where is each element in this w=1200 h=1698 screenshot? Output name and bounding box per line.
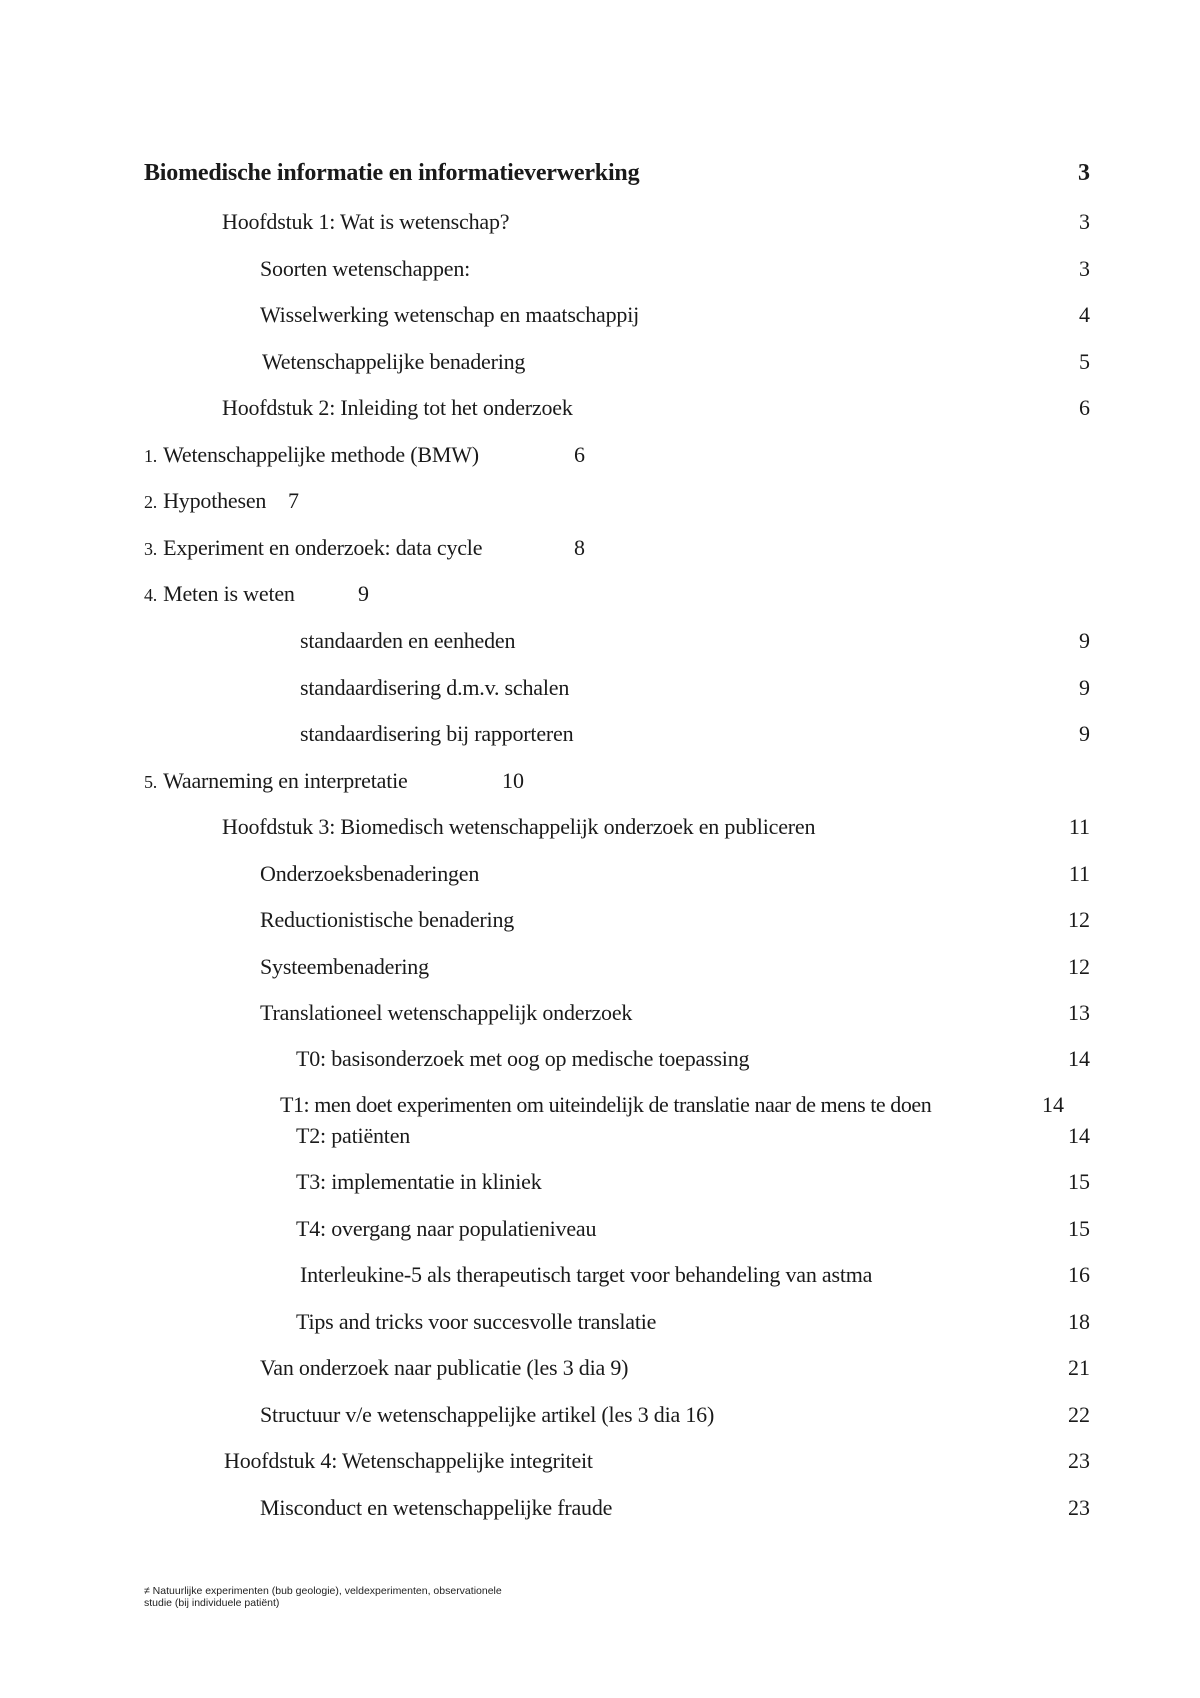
toc-entry-text: Meten is weten (163, 581, 295, 606)
toc-entry-page: 8 (574, 535, 585, 560)
toc-entry-number: 3. (144, 539, 158, 559)
toc-entry (0, 302, 1200, 342)
toc-entry-number: 5. (144, 772, 158, 792)
toc-entry-text: Wetenschappelijke benadering (262, 349, 526, 374)
toc-numbered-entry (0, 535, 1200, 575)
toc-entry-text: Experiment en onderzoek: data cycle (163, 535, 483, 560)
toc-entry (0, 721, 1200, 761)
toc-entry-page: 14 (1042, 1092, 1064, 1117)
toc-entry (0, 349, 1200, 389)
toc-numbered-entry (0, 581, 1200, 621)
toc-entry-text: standaardisering d.m.v. schalen (300, 675, 570, 700)
toc-entry-page: 9 (358, 581, 369, 606)
toc-entry-text: Wisselwerking wetenschap en maatschappij (260, 302, 640, 327)
toc-entry-text: Misconduct en wetenschappelijke fraude (260, 1495, 613, 1520)
toc-entry-text: T3: implementatie in kliniek (296, 1169, 542, 1194)
toc-entry-number: 2. (144, 492, 158, 512)
toc-entry (0, 209, 1200, 249)
toc-entry-page: 15 (1068, 1169, 1090, 1194)
toc-entry-page: 11 (1068, 814, 1090, 839)
toc-entry (0, 1355, 1200, 1395)
toc-entry-page: 15 (1068, 1216, 1090, 1241)
toc-title-row (0, 160, 1200, 200)
footnote-line: ≠ Natuurlijke experimenten (bub geologie), veldexperimenten, observationele (144, 1585, 502, 1597)
toc-entry-text: Onderzoeksbenaderingen (260, 861, 480, 886)
toc-entry (0, 814, 1200, 854)
toc-entry-page: 21 (1068, 1355, 1090, 1380)
toc-entry (0, 1216, 1200, 1256)
toc-entry (0, 1123, 1200, 1163)
toc-entry-number: 1. (144, 446, 158, 466)
toc-entry (0, 861, 1200, 901)
toc-entry-text: T1: men doet experimenten om uiteindelijk de translatie naar de mens te doen (280, 1092, 932, 1117)
toc-entry-text: Hoofdstuk 3: Biomedisch wetenschappelijk onderzoek en publiceren (222, 814, 816, 839)
toc-entry-page: 9 (1079, 628, 1090, 653)
toc-entry-page: 23 (1068, 1448, 1090, 1473)
toc-numbered-entry (0, 488, 1200, 528)
toc-entry-text: T0: basisonderzoek met oog op medische toepassing (296, 1046, 750, 1071)
toc-entry-text: Reductionistische benadering (260, 907, 515, 932)
toc-entry (0, 1046, 1200, 1086)
toc-entry (0, 628, 1200, 668)
toc-entry-page: 10 (502, 768, 524, 793)
toc-entry-page: 23 (1068, 1495, 1090, 1520)
toc-entry-text: Soorten wetenschappen: (260, 256, 471, 281)
toc-entry-text: Translationeel wetenschappelijk onderzoek (260, 1000, 633, 1025)
toc-entry (0, 1262, 1200, 1302)
toc-entry-page: 9 (1079, 721, 1090, 746)
toc-entry (0, 1495, 1200, 1535)
toc-entry-page: 18 (1068, 1309, 1090, 1334)
toc-entry-text: T2: patiënten (296, 1123, 411, 1148)
toc-entry (0, 1309, 1200, 1349)
toc-entry-page: 13 (1068, 1000, 1090, 1025)
toc-entry (0, 1000, 1200, 1040)
toc-entry-page: 3 (1079, 256, 1090, 281)
toc-entry-page: 3 (1079, 209, 1090, 234)
toc-entry (0, 907, 1200, 947)
footnote-line: studie (bij individuele patiënt) (144, 1597, 280, 1609)
toc-entry-page: 5 (1079, 349, 1090, 374)
toc-numbered-entry (0, 768, 1200, 808)
toc-entry-text: Structuur v/e wetenschappelijke artikel (les 3 dia 16) (260, 1402, 715, 1427)
toc-entry-text: standaardisering bij rapporteren (300, 721, 574, 746)
toc-title: Biomedische informatie en informatieverwerking (144, 160, 640, 186)
toc-entry-page: 14 (1068, 1046, 1090, 1071)
toc-entry-text: Tips and tricks voor succesvolle translatie (296, 1309, 657, 1334)
footnote (144, 1585, 564, 1609)
toc-entry-text: Wetenschappelijke methode (BMW) (163, 442, 479, 467)
toc-entry-page: 12 (1068, 907, 1090, 932)
toc-entry-text: standaarden en eenheden (300, 628, 516, 653)
toc-entry-page: 6 (1079, 395, 1090, 420)
toc-entry-page: 7 (288, 488, 299, 513)
toc-entry (0, 256, 1200, 296)
toc-entry (0, 954, 1200, 994)
toc-entry-text: Hoofdstuk 4: Wetenschappelijke integriteit (224, 1448, 593, 1473)
toc-entry-page: 11 (1068, 861, 1090, 886)
toc-numbered-entry (0, 442, 1200, 482)
toc-entry-text: Systeembenadering (260, 954, 429, 979)
toc-entry-page: 12 (1068, 954, 1090, 979)
toc-entry-number: 4. (144, 585, 158, 605)
toc-entry-page: 9 (1079, 675, 1090, 700)
toc-entry-text: Hypothesen (163, 488, 267, 513)
toc-entry-text: Van onderzoek naar publicatie (les 3 dia 9) (260, 1355, 629, 1380)
toc-entry-text: Interleukine-5 als therapeutisch target voor behandeling van astma (300, 1262, 873, 1287)
toc-entry-page: 22 (1068, 1402, 1090, 1427)
toc-entry (0, 1448, 1200, 1488)
toc-entry-page: 4 (1079, 302, 1090, 327)
toc-entry-text: Hoofdstuk 2: Inleiding tot het onderzoek (222, 395, 573, 420)
toc-entry (0, 395, 1200, 435)
toc-entry-text: Hoofdstuk 1: Wat is wetenschap? (222, 209, 510, 234)
toc-entry-page: 16 (1068, 1262, 1090, 1287)
toc-entry-page: 6 (574, 442, 585, 467)
toc-entry-page: 14 (1068, 1123, 1090, 1148)
toc-title-page: 3 (1078, 160, 1090, 186)
toc-entry (0, 675, 1200, 715)
toc-entry (0, 1169, 1200, 1209)
toc-entry (0, 1402, 1200, 1442)
toc-entry-text: Waarneming en interpretatie (163, 768, 408, 793)
toc-entry-text: T4: overgang naar populatieniveau (296, 1216, 597, 1241)
